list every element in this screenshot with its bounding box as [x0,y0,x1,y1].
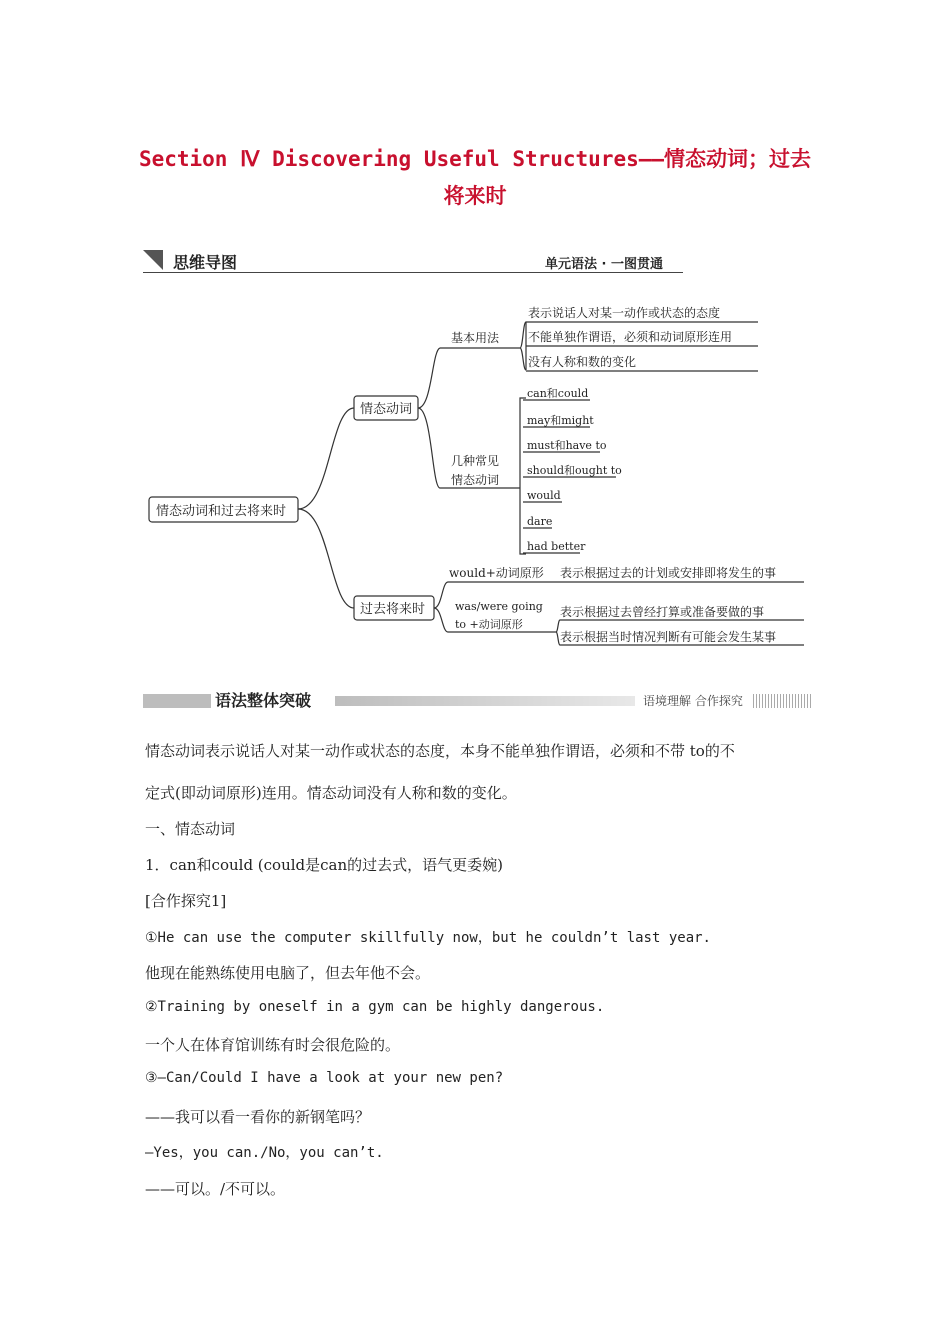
subsection-heading: 1．can和could (could是can的过去式，语气更委婉) [145,856,504,874]
example-sentence: ③—Can/Could I have a look at your new pen? [145,1070,504,1086]
mindmap-modal-item: can和could [527,387,589,400]
mind-map [140,290,820,660]
example-answer: —Yes，you can./No，you can’t. [145,1145,384,1161]
header-bar-decoration [335,696,635,706]
page-title-line2: 将来时 [443,184,507,208]
mindmap-branch2-sub2-item: 表示根据过去曾经打算或准备要做的事 [560,605,765,619]
example-translation: 他现在能熟练使用电脑了，但去年他不会。 [145,964,431,982]
mindmap-root: 情态动词和过去将来时 [156,504,287,519]
mindmap-modal-item: dare [527,515,553,528]
mindmap-branch2-sub2-line2: to +动词原形 [455,618,523,631]
mindmap-sub1-item: 不能单独作谓语，必须和动词原形连用 [528,330,733,344]
connector-branch2-sub2 [434,608,448,632]
paragraph-line: 定式(即动词原形)连用。情态动词没有人称和数的变化。 [145,784,517,802]
mindmap-branch2-sub2-item: 表示根据当时情况判断有可能会发生某事 [560,630,777,644]
connector-branch1-sub2 [418,408,440,488]
mindmap-section-header [143,250,683,273]
corner-triangle-icon [143,250,163,270]
cooperative-inquiry-label: [合作探究1] [145,892,227,910]
example-translation: 一个人在体育馆训练有时会很危险的。 [145,1036,401,1054]
grammar-section-right-label: 语境理解 合作探究 [643,694,743,708]
mindmap-modal-item: may和might [527,414,594,427]
section-heading: 一、情态动词 [145,820,236,838]
mindmap-modal-item: had better [527,540,586,553]
connector-branch1-sub1 [418,348,440,408]
example-translation: ——可以。/不可以。 [145,1180,286,1198]
paragraph-line: 情态动词表示说话人对某一动作或状态的态度，本身不能单独作谓语，必须和不带 to的不 [145,742,735,760]
connector-root-branch1 [298,408,354,509]
mindmap-branch1-sub2-line1: 几种常见 [451,454,500,468]
header-bar-decoration [143,694,211,708]
connector-branch2-sub1 [434,582,448,608]
example-sentence: ②Training by oneself in a gym can be highly dangerous. [145,999,605,1015]
mindmap-sub1-item: 表示说话人对某一动作或状态的态度 [528,306,721,320]
mindmap-branch2-sub1-item: 表示根据过去的计划或安排即将发生的事 [560,566,777,580]
mindmap-branch1-sub2-line2: 情态动词 [451,473,500,487]
mindmap-sub1-item: 没有人称和数的变化 [528,355,637,369]
mindmap-modal-item: must和have to [527,439,607,452]
page-title-line1: Section Ⅳ Discovering Useful Structures——情态动词；过去 [138,147,812,171]
mindmap-branch1: 情态动词 [360,402,413,417]
grammar-section-header [143,688,813,714]
header-stripes-decoration [753,694,813,708]
mindmap-section-label: 思维导图 [173,253,238,272]
example-translation: ——我可以看一看你的新钢笔吗？ [145,1108,371,1126]
mindmap-branch2: 过去将来时 [360,602,426,617]
mindmap-branch2-sub2-line1: was/were going [455,600,543,613]
connector-root-branch2 [298,509,354,608]
mindmap-modal-item: should和ought to [527,464,622,477]
grammar-section-label: 语法整体突破 [215,691,312,710]
mindmap-modal-item: would [527,489,561,502]
example-sentence: ①He can use the computer skillfully now，but he couldn’t last year. [145,930,711,946]
mindmap-branch2-sub1: would+动词原形 [449,566,544,580]
mindmap-section-right-label: 单元语法 · 一图贯通 [545,257,663,272]
mindmap-branch1-sub1: 基本用法 [451,331,500,345]
